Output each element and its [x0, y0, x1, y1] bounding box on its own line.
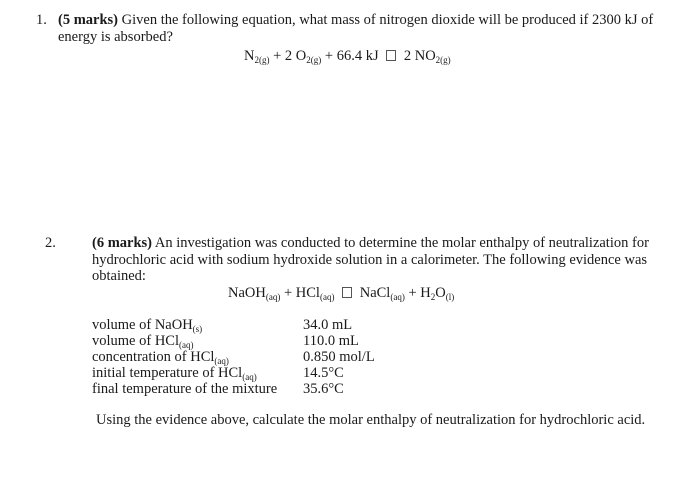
missing-arrow-box-icon — [386, 50, 396, 61]
evidence-value: 34.0 mL — [303, 317, 353, 333]
evidence-label: volume of NaOH$_{(s)}$ — [92, 317, 203, 334]
q1-text-line2: energy is absorbed? — [58, 29, 173, 45]
q1-number: 1. — [36, 12, 47, 28]
q1-equation: $N_{2(g)} + 2$ $O_{2(g)} + 66.4$ kJ 2 $NO_{2(g)}$ — [244, 48, 451, 65]
q2-instruction: Using the evidence above, calculate the molar enthalpy of neutralization for hydrochloric acid. — [96, 412, 646, 428]
q2-text-line1: An investigation was conducted to determine the molar enthalpy of neutralization for — [154, 235, 649, 251]
q1-marks: (5 marks) — [58, 12, 119, 28]
q2-equation: NaOH$_{(aq)}$ + HCl$_{(aq)}$ NaCl$_{(aq)}$ + $H_2O_{(l)}$ — [228, 285, 455, 302]
q1-text-line1: Given the following equation, what mass of nitrogen dioxide will be produced if 2300 kJ of — [121, 12, 654, 28]
evidence-value: 14.5°C — [303, 365, 344, 381]
q2-number: 2. — [45, 235, 56, 251]
evidence-label: final temperature of the mixture — [92, 381, 278, 397]
missing-arrow-box-icon — [342, 287, 352, 298]
evidence-value: 35.6°C — [303, 381, 344, 397]
evidence-label: volume of HCl$_{(aq)}$ — [92, 333, 194, 350]
q2-text-line3: obtained: — [92, 268, 146, 284]
q2-text-line2: hydrochloric acid with sodium hydroxide solution in a calorimeter. The following evidence was — [92, 252, 648, 268]
evidence-label: concentration of HCl$_{(aq)}$ — [92, 349, 229, 366]
q1-line1 — [58, 12, 653, 29]
evidence-label: initial temperature of HCl$_{(aq)}$ — [92, 365, 257, 382]
evidence-value: 110.0 mL — [303, 333, 359, 349]
q2-line1 — [92, 235, 649, 252]
evidence-value: 0.850 mol/L — [303, 349, 375, 365]
q2-marks: (6 marks) — [92, 235, 153, 251]
